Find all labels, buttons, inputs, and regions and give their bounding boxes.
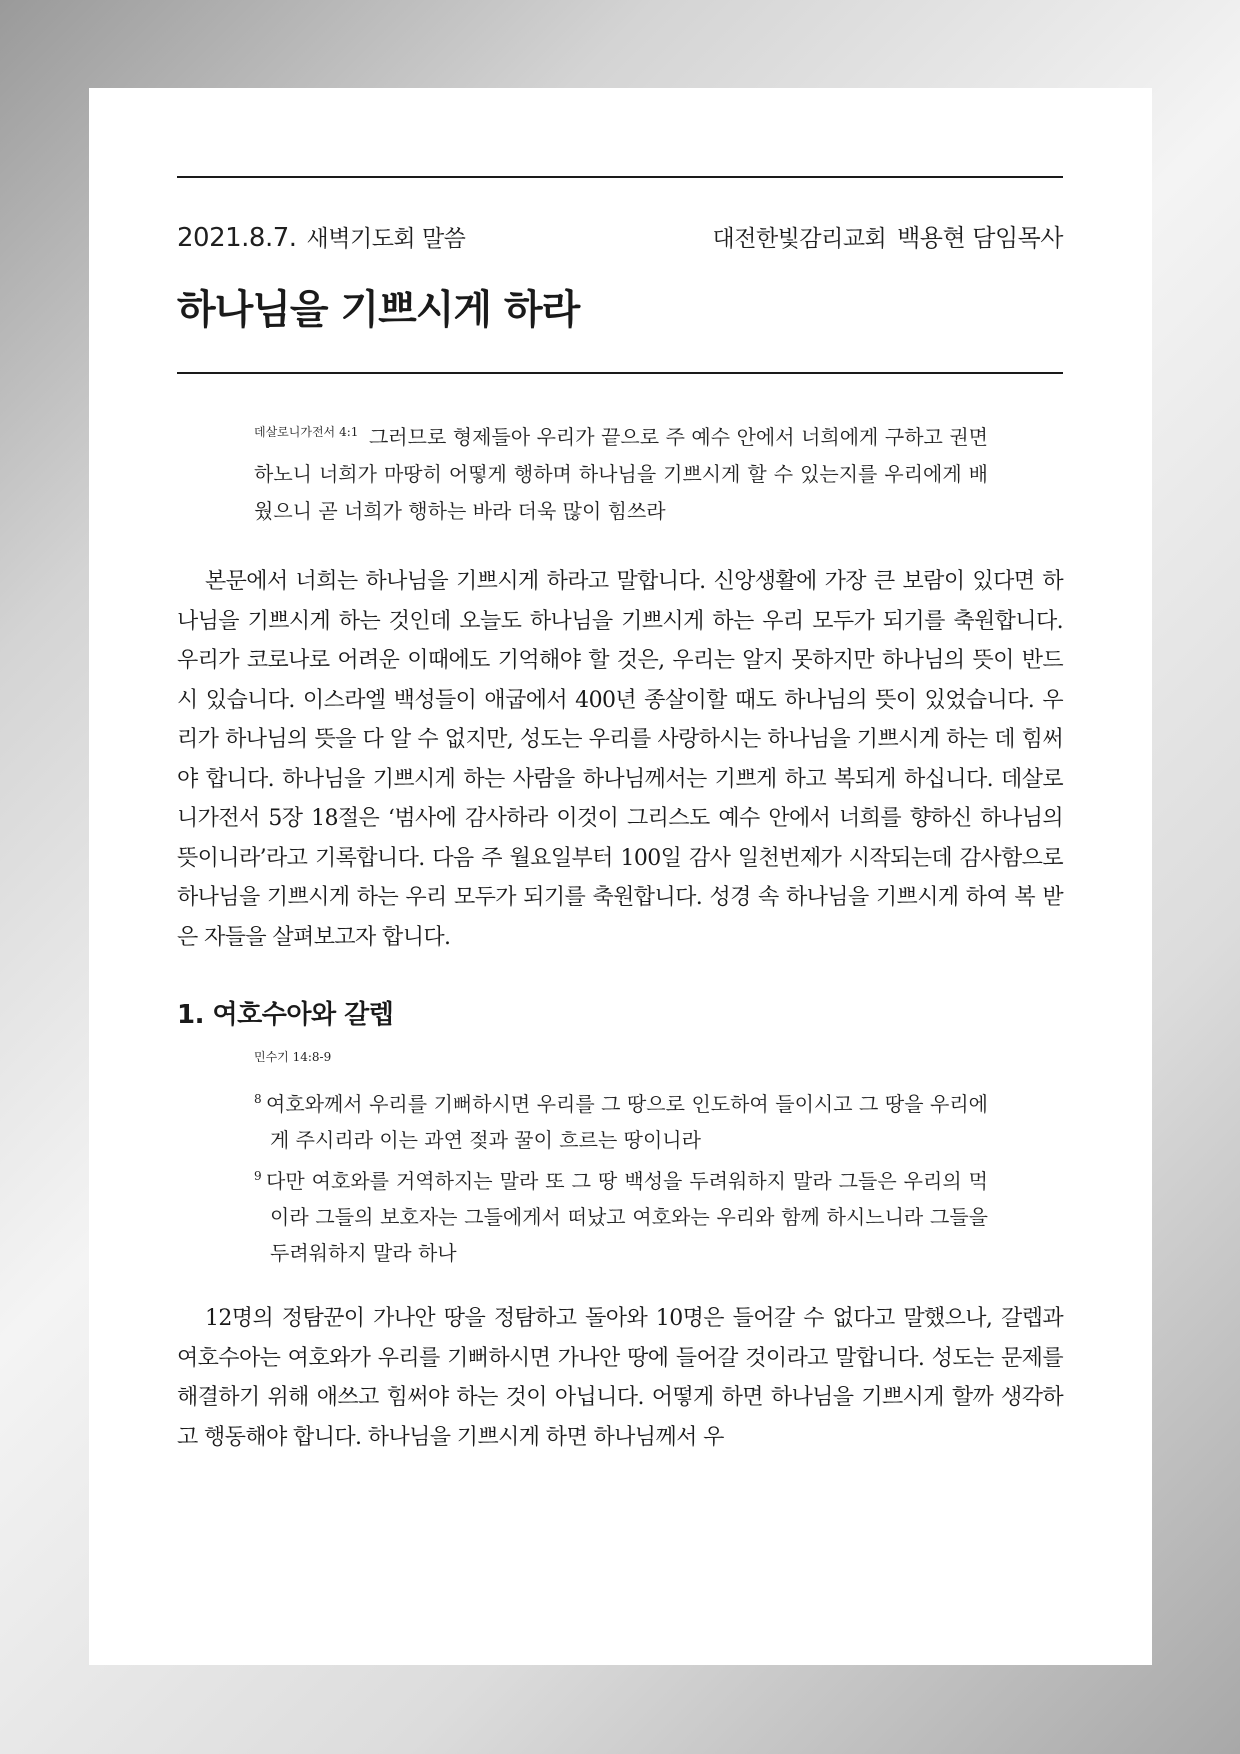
verse-number: 9: [254, 1169, 262, 1183]
main-scripture: [254, 414, 988, 530]
scripture-text: 그러므로 형제들아 우리가 끝으로 주 예수 안에서 너희에게 구하고 권면하노니 너희가 마땅히 어떻게 행하며 하나님을 기쁘시게 할 수 있는지를 우리에게 배웠으니 곧 너희가 행하는 바라 더욱 많이 힘쓰라: [254, 425, 989, 523]
section-scripture: [254, 1047, 988, 1271]
verse-text: 여호와께서 우리를 기뻐하시면 우리를 그 땅으로 인도하여 들이시고 그 땅을 우리에게 주시리라 이는 과연 젖과 꿀이 흐르는 땅이니라: [266, 1092, 988, 1152]
verse-text: 다만 여호와를 거역하지는 말라 또 그 땅 백성을 두려워하지 말라 그들은 우리의 먹이라 그들의 보호자는 그들에게서 떠났고 여호와는 우리와 함께 하시느니라 그들을 두려워하지 말라 하나: [266, 1169, 988, 1265]
page-title: 하나님을 기쁘시게 하라: [177, 287, 580, 333]
section-paragraph: 12명의 정탐꾼이 가나안 땅을 정탐하고 돌아와 10명은 들어갈 수 없다고 말했으나, 갈렙과 여호수아는 여호와가 우리를 기뻐하시면 가나안 땅에 들어갈 것이라고 말합니다. 성도는 문제를 해결하기 위해 애쓰고 힘써야 하는 것이 아닙니다. 어떻게 하면 하나님을 기쁘시게 할까 생각하고 행동해야 합니다. 하나님을 기쁘시게 하면 하나님께서 우: [177, 1306, 1063, 1450]
verse: [254, 1158, 988, 1271]
header-line: [177, 218, 1063, 254]
header-left: [177, 220, 465, 253]
section-heading: 1. 여호수아와 갈렙: [177, 1000, 394, 1030]
top-rule: [177, 176, 1063, 178]
verse: [254, 1081, 988, 1158]
church-name: 대전한빛감리교회: [712, 226, 887, 252]
page-content: [177, 176, 1063, 1457]
document-page: [89, 88, 1152, 1665]
scripture-reference: 데살로니가전서 4:1: [254, 425, 359, 439]
section-scripture-reference: 민수기 14:8-9: [254, 1050, 332, 1064]
sermon-paragraph: 본문에서 너희는 하나님을 기쁘시게 하라고 말합니다. 신앙생활에 가장 큰 보람이 있다면 하나님을 기쁘시게 하는 것인데 오늘도 하나님을 기쁘시게 하는 우리 모두가 되기를 축원합니다. 우리가 코로나로 어려운 이때에도 기억해야 할 것은, 우리는 알지 못하지만 하나님의 뜻이 반드시 있습니다. 이스라엘 백성들이 애굽에서 400년 종살이할 때도 하나님의 뜻이 있었습니다. 우리가 하나님의 뜻을 다 알 수 없지만, 성도는 우리를 사랑하시는 하나님을 기쁘시게 하는 데 힘써야 합니다. 하나님을 기쁘시게 하는 사람을 하나님께서는 기쁘게 하고 복되게 하십니다. 데살로니가전서 5장 18절은 ‘범사에 감사하라 이것이 그리스도 예수 안에서 너희를 향하신 하나님의 뜻이니라’라고 기록합니다. 다음 주 월요일부터 100일 감사 일천번제가 시작되는데 감사함으로 하나님을 기쁘시게 하는 우리 모두가 되기를 축원합니다. 성경 속 하나님을 기쁘시게 하여 복 받은 자들을 살펴보고자 합니다.: [177, 569, 1063, 950]
service-name: 새벽기도회 말씀: [306, 226, 466, 252]
verse-number: 8: [254, 1092, 262, 1106]
header-right: [713, 218, 1063, 253]
sermon-date: 2021.8.7.: [177, 223, 297, 253]
pastor-name: 백용현 담임목사: [897, 224, 1063, 252]
